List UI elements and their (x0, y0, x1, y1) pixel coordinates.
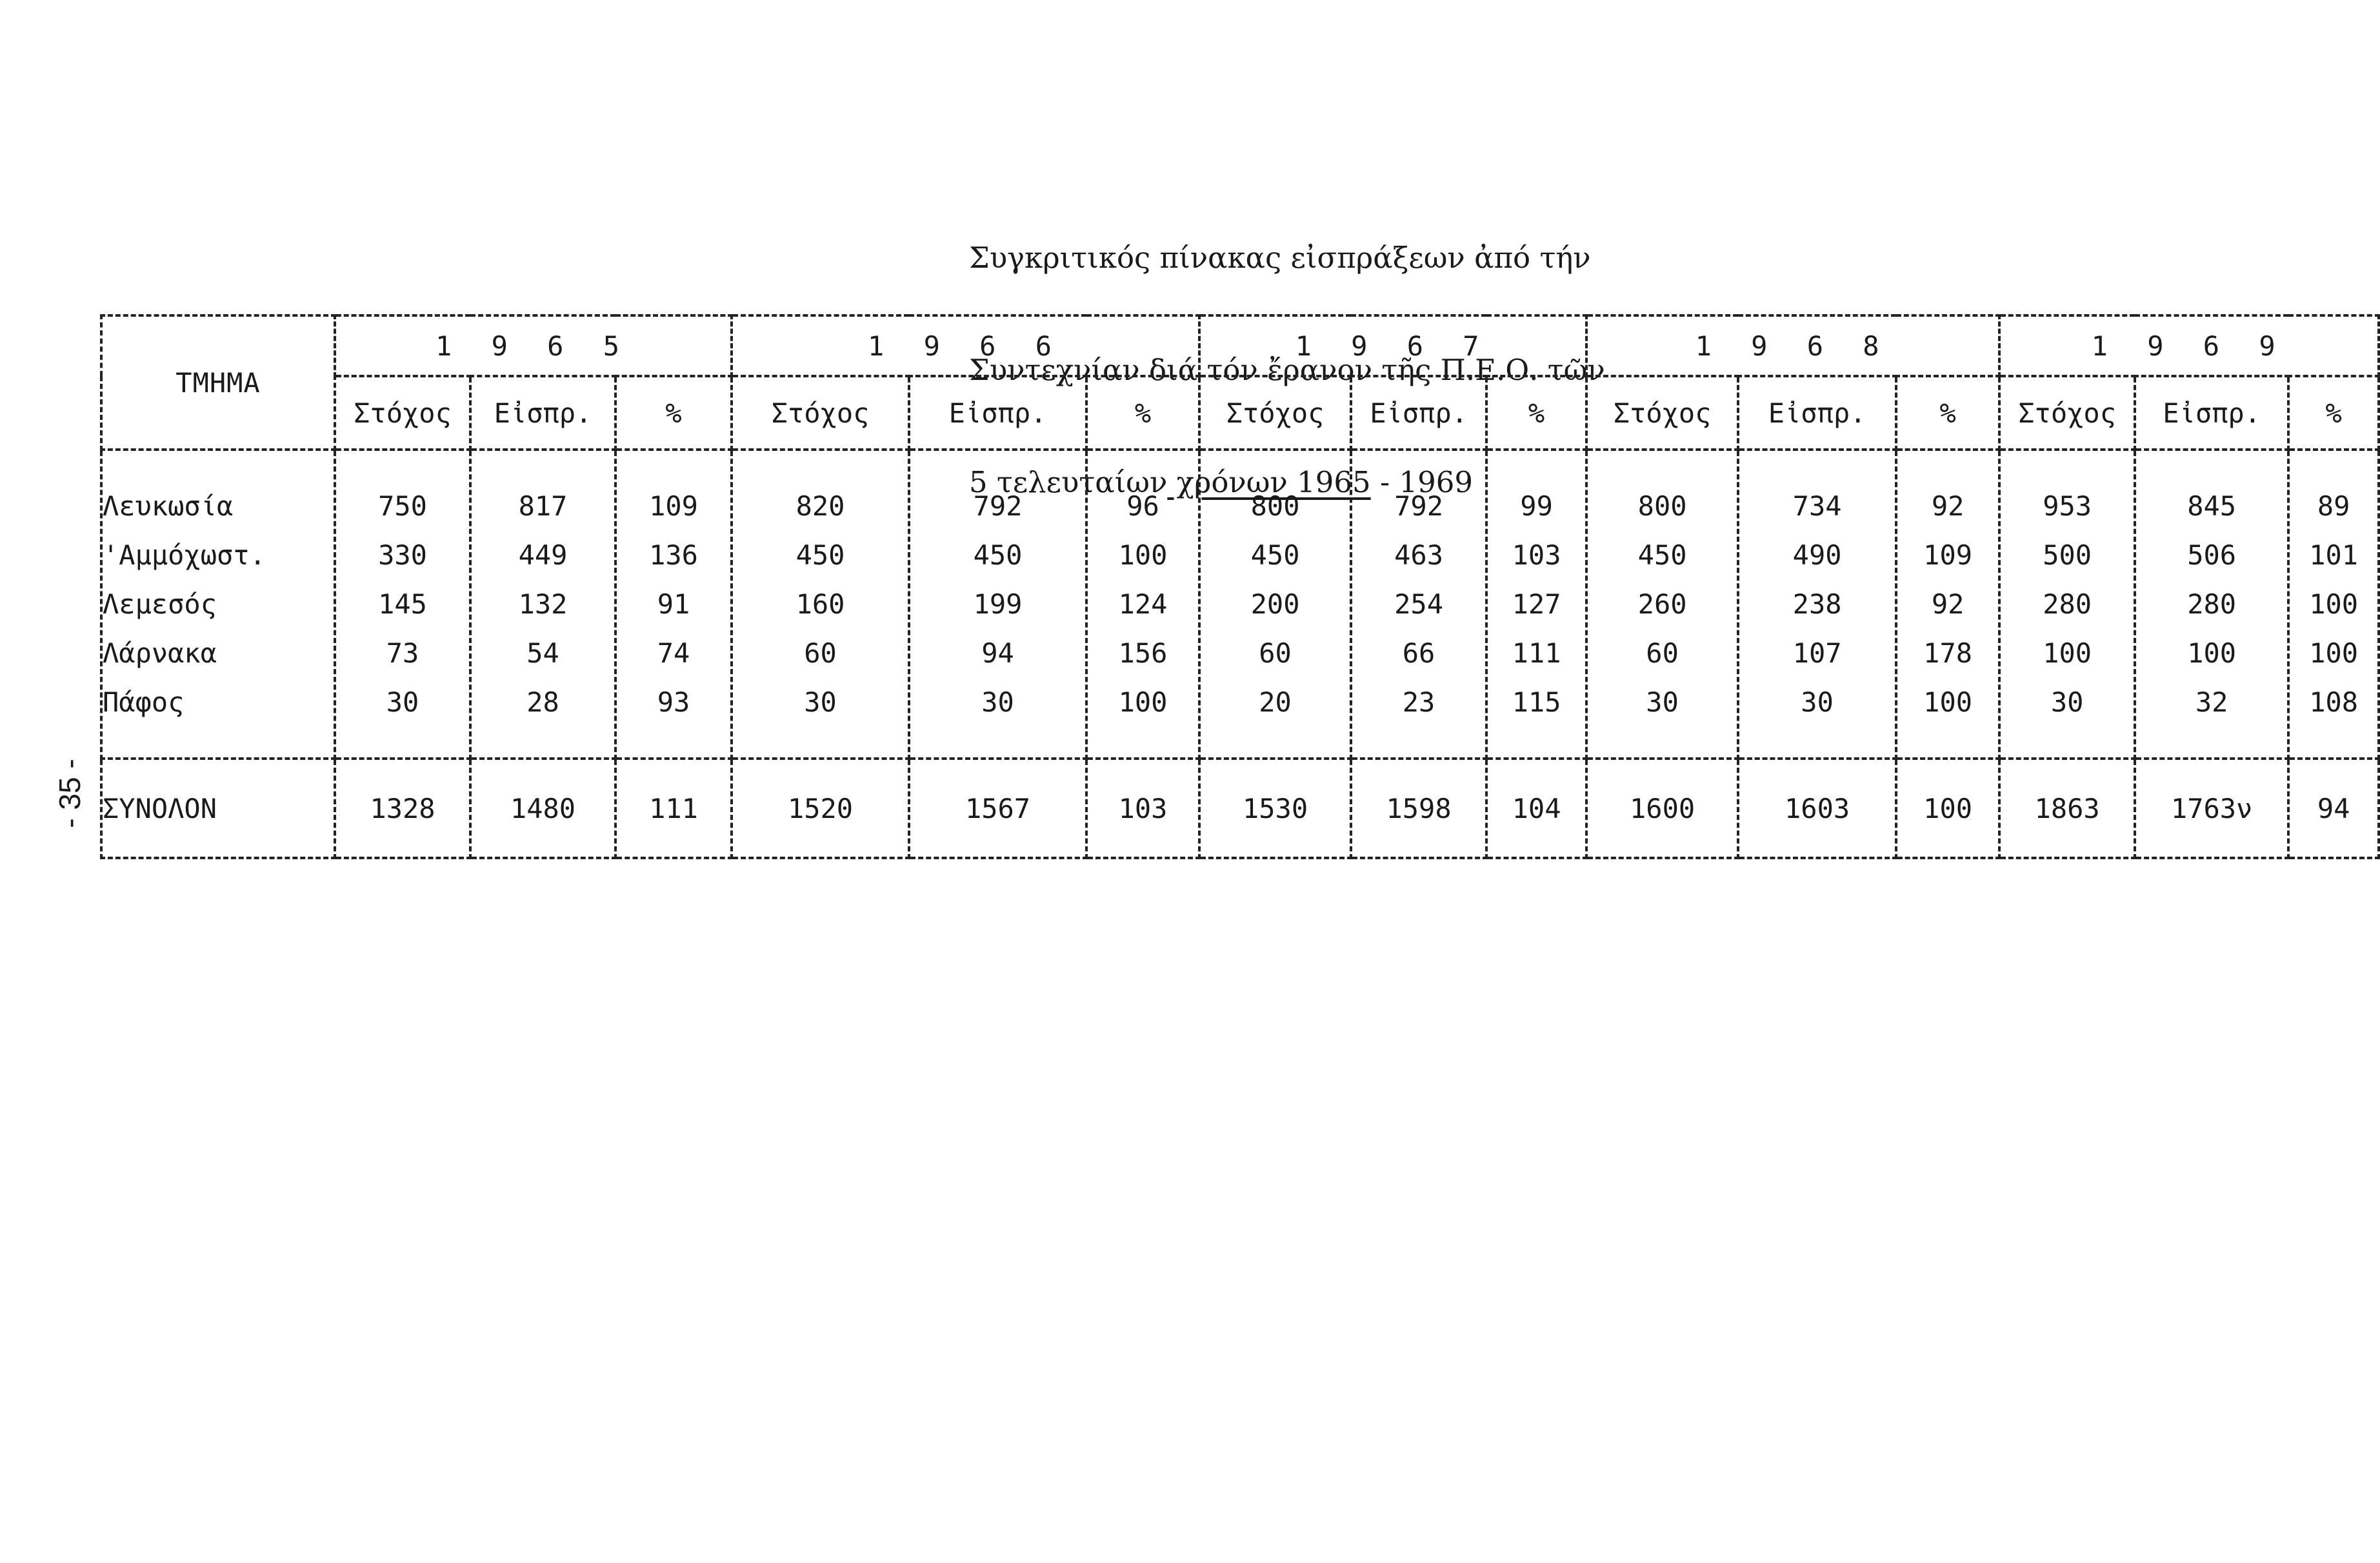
value-cell: 136 (649, 539, 698, 571)
target-header: Στόχος (1999, 376, 2135, 450)
page-number (44, 713, 95, 874)
total-cell: 1863 (1999, 759, 2135, 858)
value-cell: 93 (657, 686, 690, 718)
title-line-1: Συγκριτικός πίνακας εἰσπράξεων ἀπό τήν (969, 241, 1591, 275)
value-cell: 490 (1792, 539, 1842, 571)
value-cell: 800 (1637, 490, 1687, 522)
percent-header: % (615, 376, 732, 450)
value-cell: 100 (2309, 637, 2359, 669)
value-cell: 109 (649, 490, 698, 522)
department-header: ΤΜΗΜΑ (101, 315, 335, 450)
value-column-cell (1086, 450, 1199, 759)
value-cell: 60 (1646, 637, 1679, 669)
value-column-cell (1896, 450, 1999, 759)
value-cell: 89 (2317, 490, 2350, 522)
value-column-cell (1486, 450, 1586, 759)
value-cell: 506 (2187, 539, 2237, 571)
value-cell: 160 (795, 588, 845, 620)
total-cell: 111 (615, 759, 732, 858)
department-name: 'Αμμόχωστ. (103, 539, 266, 571)
total-label: ΣΥΝΟΛΟΝ (101, 759, 335, 858)
value-column-cell (1351, 450, 1486, 759)
value-cell: 330 (378, 539, 427, 571)
value-cell: 28 (526, 686, 559, 718)
value-column-cell (470, 450, 615, 759)
value-cell: 450 (973, 539, 1023, 571)
value-column-cell (1738, 450, 1896, 759)
total-cell: 1763ν (2135, 759, 2288, 858)
department-name: Λεμεσός (103, 588, 217, 620)
title-line-3-prefix: 5 τελευταίων (969, 465, 1168, 499)
receipts-header: Εἰσπρ. (1738, 376, 1896, 450)
value-column-cell (909, 450, 1086, 759)
total-cell: 94 (2288, 759, 2379, 858)
value-cell: 23 (1402, 686, 1435, 718)
total-cell: 104 (1486, 759, 1586, 858)
total-cell: 1600 (1586, 759, 1738, 858)
subcolumn-header-row (101, 376, 2379, 450)
totals-row (101, 759, 2379, 858)
value-cell: 66 (1402, 637, 1435, 669)
total-cell: 1328 (335, 759, 470, 858)
target-header: Στόχος (335, 376, 470, 450)
value-column-cell (1999, 450, 2135, 759)
value-cell: 450 (1637, 539, 1687, 571)
receipts-table (100, 314, 2380, 859)
value-cell: 100 (1923, 686, 1973, 718)
receipts-header: Εἰσπρ. (2135, 376, 2288, 450)
value-cell: 92 (1931, 588, 1965, 620)
value-cell: 60 (804, 637, 837, 669)
value-column-cell (615, 450, 732, 759)
table-container (100, 314, 2359, 859)
department-name: Πάφος (103, 686, 185, 718)
value-cell: 450 (795, 539, 845, 571)
year-header: 1 9 6 6 (732, 315, 1199, 376)
department-list-cell (101, 450, 335, 759)
value-cell: 734 (1792, 490, 1842, 522)
value-cell: 54 (526, 637, 559, 669)
year-header-row (101, 315, 2379, 376)
value-cell: 124 (1118, 588, 1168, 620)
value-cell: 817 (518, 490, 568, 522)
value-cell: 20 (1259, 686, 1292, 718)
value-cell: 100 (2187, 637, 2237, 669)
value-cell: 953 (2043, 490, 2092, 522)
value-cell: 32 (2195, 686, 2228, 718)
value-column-cell (1199, 450, 1351, 759)
target-header: Στόχος (1586, 376, 1738, 450)
value-cell: 100 (1118, 686, 1168, 718)
year-header: 1 9 6 7 (1199, 315, 1586, 376)
value-cell: 30 (804, 686, 837, 718)
total-cell: 103 (1086, 759, 1199, 858)
value-cell: 500 (2043, 539, 2092, 571)
total-cell: 100 (1896, 759, 1999, 858)
value-cell: 132 (518, 588, 568, 620)
percent-header: % (1486, 376, 1586, 450)
value-cell: 792 (1394, 490, 1443, 522)
value-cell: 99 (1520, 490, 1553, 522)
value-cell: 30 (981, 686, 1014, 718)
value-cell: 30 (1646, 686, 1679, 718)
value-cell: 792 (973, 490, 1023, 522)
value-column-cell (2135, 450, 2288, 759)
value-cell: 30 (1801, 686, 1834, 718)
value-cell: 107 (1792, 637, 1842, 669)
value-cell: 91 (657, 588, 690, 620)
total-cell: 1480 (470, 759, 615, 858)
value-cell: 127 (1512, 588, 1561, 620)
value-cell: 74 (657, 637, 690, 669)
value-cell: 156 (1118, 637, 1168, 669)
value-cell: 115 (1512, 686, 1561, 718)
value-cell: 238 (1792, 588, 1842, 620)
value-cell: 60 (1259, 637, 1292, 669)
value-cell: 280 (2187, 588, 2237, 620)
percent-header: % (1896, 376, 1999, 450)
department-name: Λάρνακα (103, 637, 217, 669)
value-cell: 92 (1931, 490, 1965, 522)
year-header: 1 9 6 9 (1999, 315, 2379, 376)
value-cell: 100 (1118, 539, 1168, 571)
value-cell: 103 (1512, 539, 1561, 571)
year-header: 1 9 6 5 (335, 315, 732, 376)
title-line-3-underlined: χρόνων 1965 (1167, 465, 1371, 499)
value-column-cell (732, 450, 909, 759)
value-cell: 30 (386, 686, 419, 718)
value-cell: 178 (1923, 637, 1973, 669)
percent-header: % (2288, 376, 2379, 450)
title-line-3-suffix: - 1969 (1370, 465, 1474, 499)
title-line-2: Συντεχνίαν διά τόν ἔρανον τῆς Π.Ε.Ο. τῶν (969, 353, 1605, 387)
value-cell: 463 (1394, 539, 1443, 571)
value-cell: 101 (2309, 539, 2359, 571)
value-cell: 254 (1394, 588, 1443, 620)
value-cell: 200 (1250, 588, 1300, 620)
receipts-header: Εἰσπρ. (470, 376, 615, 450)
total-cell: 1598 (1351, 759, 1486, 858)
receipts-header: Εἰσπρ. (909, 376, 1086, 450)
value-cell: 845 (2187, 490, 2237, 522)
page-number-text: - 35 - (53, 759, 86, 828)
receipts-header: Εἰσπρ. (1351, 376, 1486, 450)
target-header: Στόχος (1199, 376, 1351, 450)
value-cell: 108 (2309, 686, 2359, 718)
value-cell: 100 (2309, 588, 2359, 620)
target-header: Στόχος (732, 376, 909, 450)
total-cell: 1530 (1199, 759, 1351, 858)
value-cell: 94 (981, 637, 1014, 669)
value-cell: 820 (795, 490, 845, 522)
value-cell: 260 (1637, 588, 1687, 620)
value-column-cell (1586, 450, 1738, 759)
value-cell: 449 (518, 539, 568, 571)
value-cell: 450 (1250, 539, 1300, 571)
value-cell: 73 (386, 637, 419, 669)
year-header: 1 9 6 8 (1586, 315, 1999, 376)
value-cell: 30 (2050, 686, 2084, 718)
value-column-cell (2288, 450, 2379, 759)
department-name: Λευκωσία (103, 490, 234, 522)
total-cell: 1567 (909, 759, 1086, 858)
value-column-cell (335, 450, 470, 759)
total-cell: 1520 (732, 759, 909, 858)
percent-header: % (1086, 376, 1199, 450)
value-cell: 100 (2043, 637, 2092, 669)
value-cell: 111 (1512, 637, 1561, 669)
value-cell: 96 (1126, 490, 1159, 522)
value-cell: 280 (2043, 588, 2092, 620)
value-cell: 199 (973, 588, 1023, 620)
value-cell: 750 (378, 490, 427, 522)
department-rows (101, 450, 2379, 759)
value-cell: 109 (1923, 539, 1973, 571)
value-cell: 145 (378, 588, 427, 620)
total-cell: 1603 (1738, 759, 1896, 858)
value-cell: 800 (1250, 490, 1300, 522)
